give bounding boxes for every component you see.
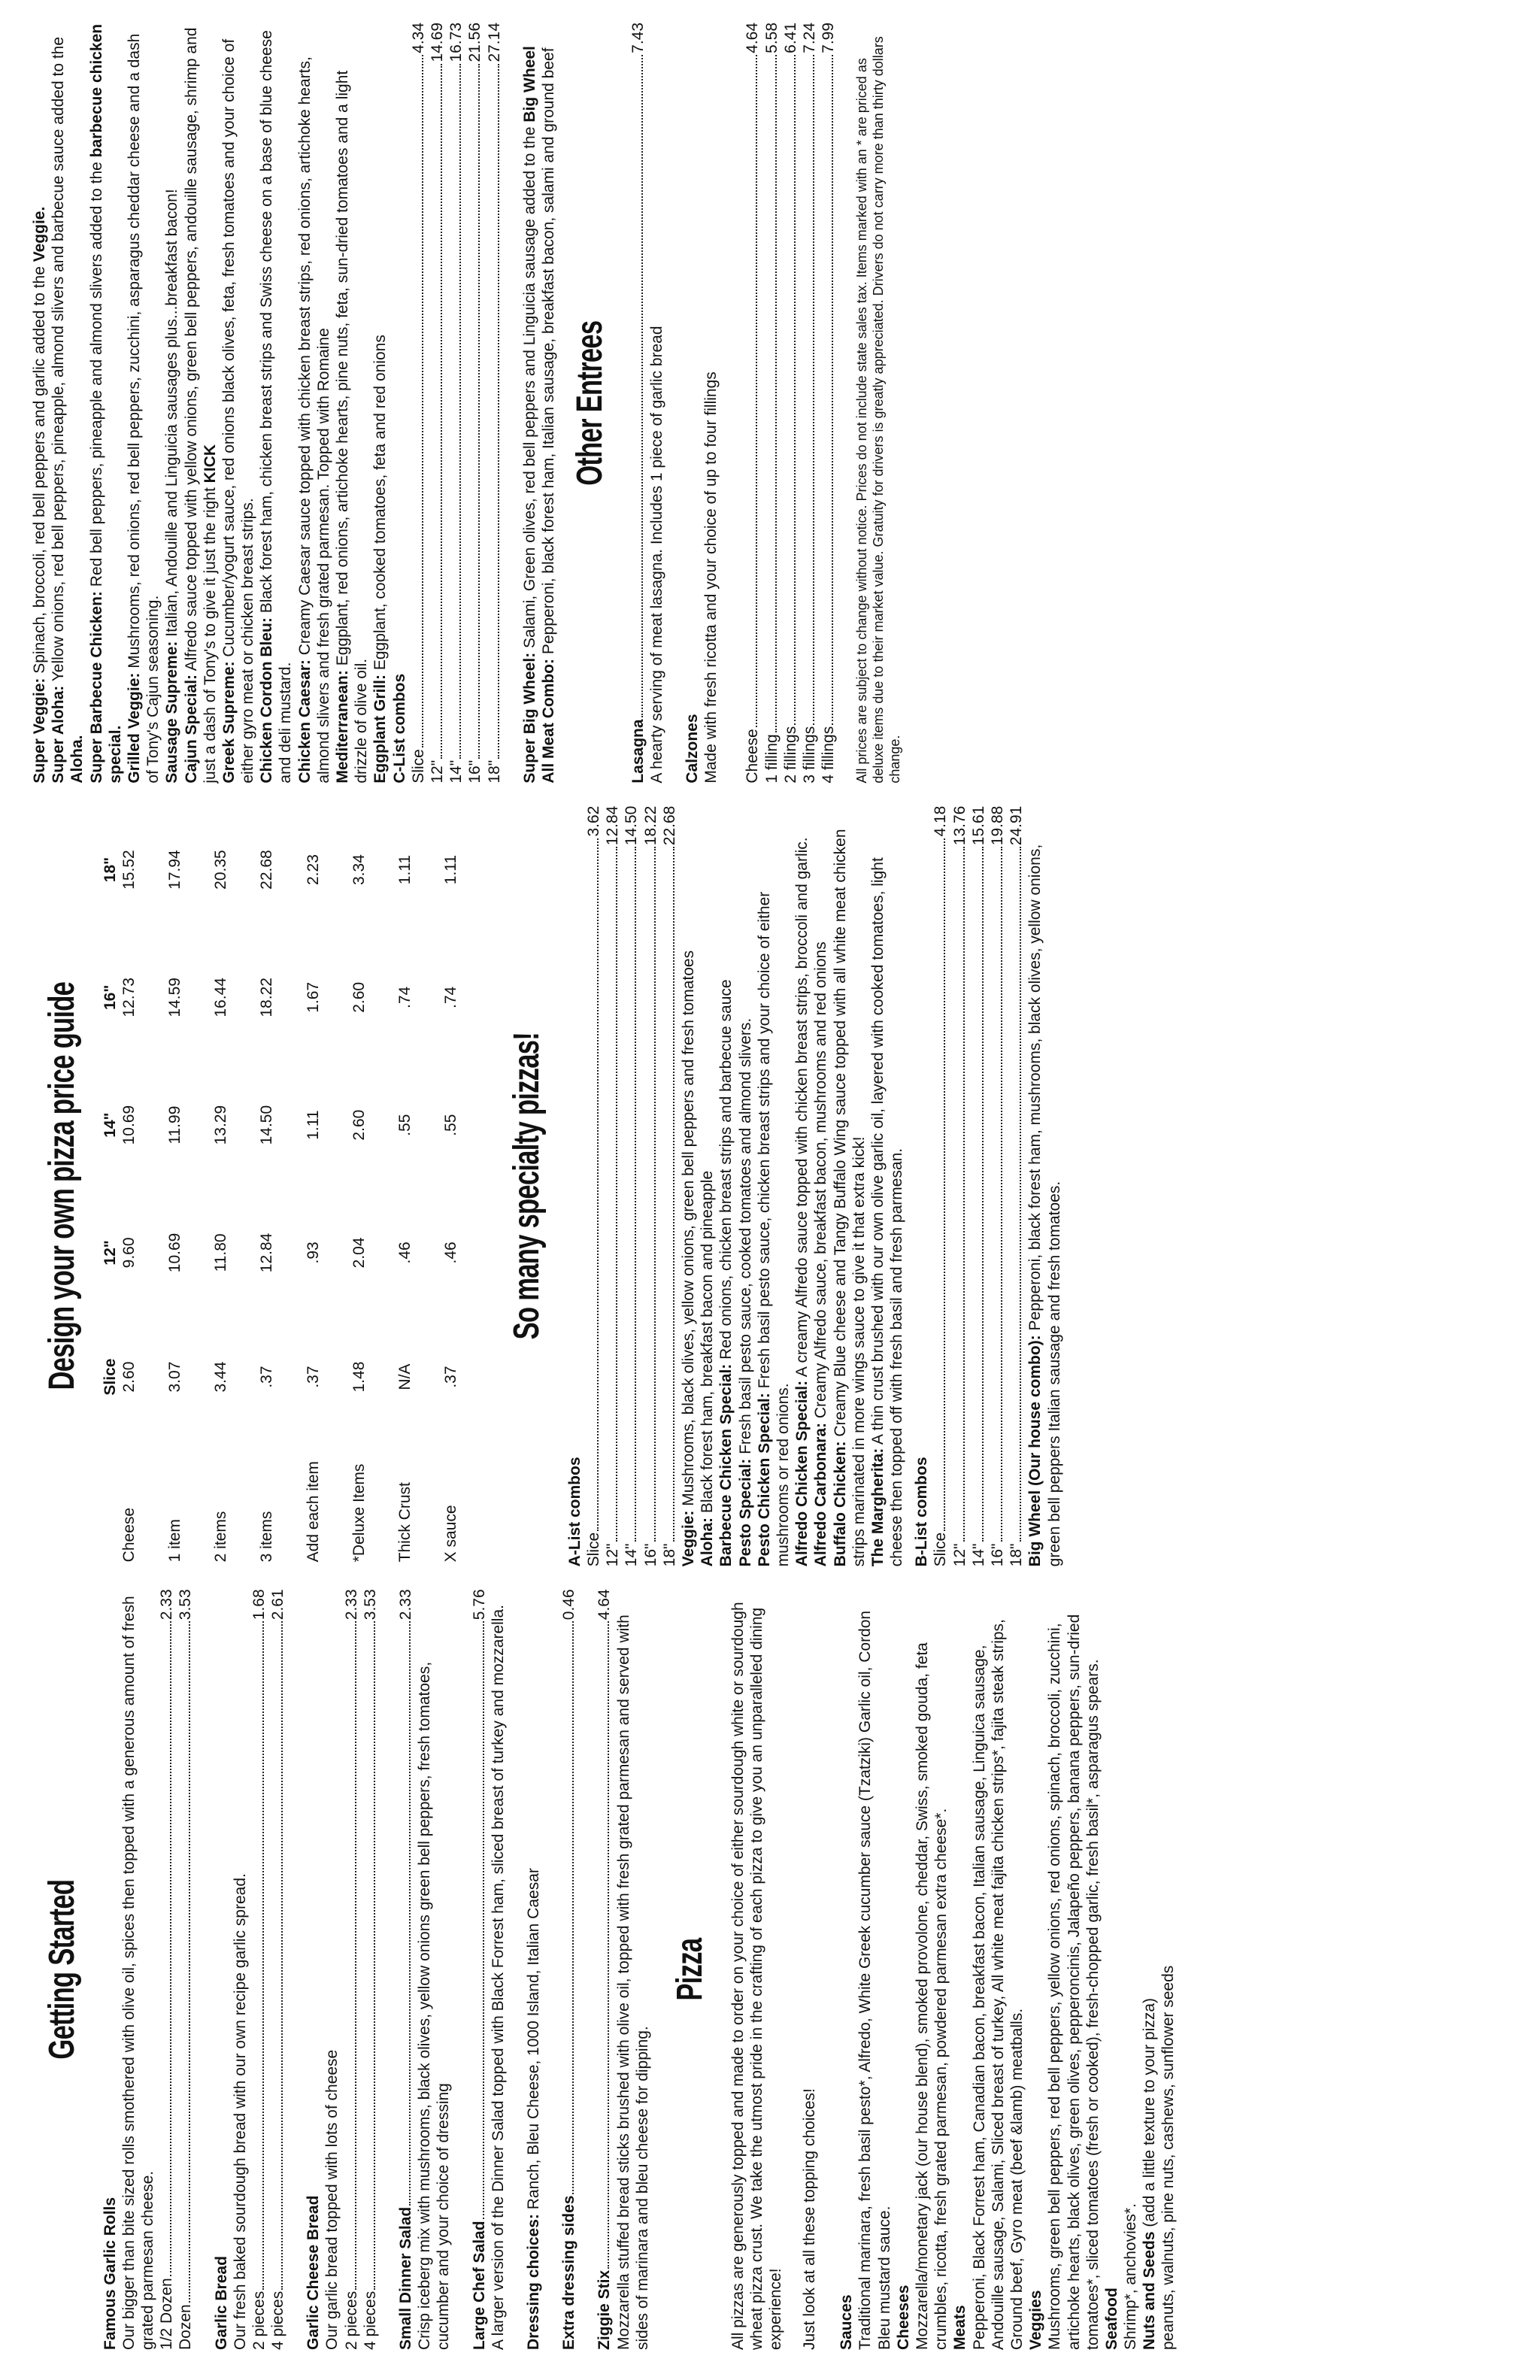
price-label: 4 fillings [820,726,838,784]
table-cell: .37 [258,1366,276,1388]
item-title: Small Dinner Salad [397,2206,415,2350]
table-cell: Add each item [304,1461,322,1563]
item-title: Veggie: [680,1510,697,1567]
footer-note: All prices are subject to change without notice. Prices do not include state sales tax. Items marked with an * are priced as deluxe items due to their market value. Gratuity for drivers is greatly appreciated. Drivers do not carry more than thirty dollars change. [854,36,902,784]
specialty-item [257,23,295,784]
seafood-title: Seafood [1102,2288,1120,2350]
item-desc: Creamy Blue cheese and Tangy Buffalo Wing sauce topped with all white meat chicken strips marinated in more wings sauce to give it that extra kick! [831,829,868,1567]
item-desc: Mushrooms, red onions, red bell peppers, zucchini, asparagus cheddar cheese and a dash of Tony's Cajun seasoning. [125,33,162,784]
price-row [342,1589,361,2350]
price-value: 4.64 [596,1589,614,1621]
specialty-item [539,23,558,784]
veggies-text: Mushrooms, green bell peppers, red bell peppers, yellow onions, red onions, spinach, broccoli, zucchini, artichoke hearts, black olives, green olives, pepperoncinis, Jalapeño peppers, banana peppers, sun-dried tomatoes*, sliced tomatoes (fresh or cooked), fresh-chopped garlic, fresh basil*, asparagus spears. [1046,1614,1102,2350]
table-cell: 11.99 [165,1105,183,1145]
specialty-item [371,23,390,784]
table-cell: 13.29 [212,1105,230,1145]
b-list-prices [931,806,1026,1567]
price-value: 2.33 [158,1589,176,1621]
nuts-note: (add a little texture to your pizza) [1141,1997,1159,2227]
table-row [257,806,303,1567]
item-desc: A thin crust brushed with our own olive garlic oil, layered with cooked tomatoes, light cheese then topped off with fresh basil and fresh parmesan. [869,857,906,1567]
c-list-prices [409,23,504,784]
item-desc: Black forest ham, breakfast bacon and pineapple [699,1170,717,1514]
table-cell: N/A [396,1363,414,1390]
specialty-item [755,806,793,1567]
item-title: Lasagna [629,719,647,784]
price-label: 12" [950,1543,969,1567]
price-guide-header-row [101,806,120,1567]
price-value: 19.88 [989,805,1006,846]
design-heading: Design your own pizza price guide [42,982,82,1390]
item-desc: Fresh basil pesto sauce, chicken breast strips and your choice of either mushrooms or red onions. [755,891,792,1567]
seafood-text: Shrimp*, anchovies*. [1122,2203,1140,2350]
item-title: Eggplant Grill: [371,674,390,784]
item-title: Ziggie Stix [596,2269,614,2350]
price-label: 18" [485,759,503,784]
item-desc: Fresh basil pesto sauce, cooked tomatoes and almond slivers. [736,1017,754,1454]
item-desc: Crisp iceberg mix with mushrooms, black olives, yellow onions green bell peppers, fresh tomatoes, cucumber and your choice of dressing [416,1661,453,2350]
item-desc: Made with fresh ricotta and your choice of up to four fillings [702,371,720,784]
price-row [361,1589,380,2350]
meats-text: Pepperoni, Black Forrest ham, Canadian bacon, breakfast bacon, Italian sausage, Linguica sausage, Andouille sausage, Salami, Sliced breast of turkey, All white meat fajita chicken strips*, fajita steak strips, Ground beef, Gyro meat (beef &lamb) meatballs. [970,1619,1026,2350]
item-title: Super Barbecue Chicken: [87,591,105,784]
table-cell: *Deluxe Items [350,1463,368,1563]
table-cell: 14.50 [258,1105,276,1145]
price-row [988,806,1007,1567]
price-label: 2 fillings [781,726,799,784]
price-label: 2 pieces [342,2291,360,2350]
item-desc: Red bell peppers, pineapple and almond slivers added to the [87,157,105,587]
price-row [595,1589,614,2350]
item-desc: Creamy Alfredo sauce, breakfast bacon, mushrooms and red onions [812,941,830,1419]
price-value: 27.14 [485,22,503,62]
specialty-item [811,806,830,1567]
price-row [743,23,762,784]
price-row [157,1589,176,2350]
item-title: Aloha: [699,1517,717,1567]
price-value: 5.58 [762,22,781,53]
other-entrees-heading: Other Entrees [570,320,611,486]
lasagna-item [629,23,666,784]
specialty-item [333,23,371,784]
dressing-text: Ranch, Bleu Cheese, 1000 Island, Italian Caesar [524,1868,542,2210]
extra-dressing-item [559,1589,578,2350]
item-title: Famous Garlic Rolls [101,2197,119,2350]
price-row [603,806,622,1567]
table-cell: 1.11 [304,1110,322,1140]
item-title: Sausage Supreme: [163,641,181,784]
price-row [969,806,988,1567]
table-cell: 3 items [258,1511,276,1563]
specialty-item [520,23,539,784]
item-desc: Our garlic bread topped with lots of cheese [323,2049,341,2350]
table-header: 14" [101,1112,119,1138]
table-row [120,806,165,1567]
item-desc-emphasis: Veggie. [31,206,48,262]
price-row [176,1589,195,2350]
pizza-toppings-lead: Just look at all these topping choices! [801,2088,819,2350]
table-cell: 2.60 [120,1361,138,1393]
item-title: Big Wheel (Our house combo): [1026,1335,1044,1567]
table-cell: Cheese [120,1507,138,1563]
specialty-item [679,806,698,1567]
price-label: 16" [466,759,484,784]
item-desc: Our bigger than bite sized rolls smothered with olive oil, spices then topped with a generous amount of fresh grated parmesan cheese. [120,1596,156,2350]
table-cell: .93 [304,1242,322,1264]
price-value: 7.43 [629,22,647,53]
table-header: Slice [101,1358,119,1396]
table-cell: 2.60 [350,981,368,1013]
item-desc: Mozzarella stuffed bread sticks brushed with olive oil, topped with fresh grated parmesan and served with sides of marinara and bleu cheese for dipping. [614,1614,651,2350]
price-row [470,1589,489,2350]
specialty-item [831,806,869,1567]
item-title: Super Big Wheel: [520,652,538,784]
price-value: 13.76 [950,805,969,846]
calzone-prices [743,23,838,784]
price-label: 3 fillings [800,726,818,784]
price-value: 21.56 [466,22,484,62]
price-label: 16" [989,1543,1006,1567]
specialty-item [296,23,333,784]
item-desc-emphasis: Big Wheel [520,46,538,123]
item-title: Chicken Cordon Bleu: [258,617,276,784]
price-row [250,1589,268,2350]
price-row [762,23,781,784]
table-cell: 9.60 [120,1237,138,1269]
item-desc: Eggplant, red onions, artichoke hearts, pine nuts, feta, sun-dried tomatoes and a light drizzle of olive oil. [334,70,371,784]
item-title: Grilled Veggie: [125,672,143,784]
table-cell: 22.68 [258,850,276,890]
price-value: 4.34 [409,22,427,53]
specialty-item [30,23,49,784]
item-desc: Creamy Caesar sauce topped with chicken breast strips, red onions, artichoke hearts, almond slivers and fresh grated parmesan. Topped with Romaine [296,56,332,784]
table-row [304,806,350,1567]
table-cell: 2 items [212,1511,230,1563]
cheeses-text: Mozzarella/monetary jack (our house blend), smoked provolone, cheddar, Swiss, smoked gouda, feta crumbles, ricotta, fresh grated parmesan, powdered parmesan extra cheese*. [914,1642,950,2350]
b-list-items [30,23,390,784]
garlic-rolls-item [101,1589,196,2350]
pizza-intro: All pizzas are generously topped and made to order on your choice of either sourdough white or sourdough wheat pizza crust. We take the utmost pride in the crafting of each pizza to give you an unparalleled dining experience! [729,1602,784,2350]
price-guide-body [120,806,488,1567]
table-row [165,806,211,1567]
price-value: 22.68 [660,805,678,846]
price-label: 4 pieces [269,2291,287,2350]
item-title: Pesto Special: [736,1458,754,1567]
c-list-title: C-List combos [390,673,408,784]
item-desc: Pepperoni, black forest ham, mushrooms, black olives, yellow onions, green bell peppers Italian sausage and fresh tomatoes. [1026,844,1063,1567]
item-desc: Mushrooms, black olives, yellow onions, green bell peppers and fresh tomatoes [680,950,697,1506]
item-title: Alfredo Chicken Special: [793,1380,811,1567]
specialty-item [87,23,125,784]
price-label: 16" [641,1543,659,1567]
price-value: 2.61 [269,1589,287,1621]
price-value: 14.69 [428,22,446,62]
price-value: 15.61 [969,805,987,846]
price-row [641,806,660,1567]
item-desc: A larger version of the Dinner Salad topped with Black Forrest ham, sliced breast of turkey and mozzarella. [489,1605,507,2350]
a-list-prices [584,806,679,1567]
item-title: Pesto Chicken Special: [755,1393,773,1567]
price-value: 2.33 [342,1589,360,1621]
specialty-item [869,806,906,1567]
table-cell: 18.22 [258,978,276,1017]
specialty-item [125,23,162,784]
item-desc: Yellow onions, red bell peppers, pineapple, almond slivers and barbecue sauce added to the [50,36,68,682]
price-row [800,23,819,784]
table-cell: 1 item [165,1519,183,1563]
item-title: Chicken Caesar: [296,659,314,784]
price-value: 3.53 [177,1589,195,1621]
table-cell: 11.80 [212,1233,230,1272]
price-value: 6.41 [781,22,799,53]
table-cell: 1.11 [396,854,414,885]
price-label: Slice [585,1532,603,1567]
specialty-item [49,23,86,784]
table-cell: 2.60 [350,1109,368,1141]
table-header: 18" [101,856,119,883]
table-cell: 1.48 [350,1361,368,1393]
price-value: 4.18 [932,805,950,837]
getting-started-heading: Getting Started [42,1879,82,2060]
specialty-item [698,806,717,1567]
table-cell: X sauce [442,1505,460,1563]
cheeses-title: Cheeses [894,2284,912,2350]
price-row [465,23,484,784]
column-specialty-continued [30,23,1525,784]
table-cell: 1.67 [304,981,322,1013]
table-cell: .37 [442,1366,460,1388]
garlic-bread-item [212,1589,288,2350]
item-desc: Eggplant, cooked tomatoes, feta and red onions [371,335,390,671]
dressing-label: Dressing choices: [524,2214,542,2350]
item-title: Large Chef Salad [470,2221,488,2350]
item-desc-emphasis: KICK [201,444,219,484]
price-row [396,1589,415,2350]
table-cell: .46 [442,1242,460,1264]
table-cell: 14.59 [165,978,183,1017]
price-value: 1.68 [250,1589,268,1621]
price-label: 18" [1008,1543,1026,1567]
price-label: Cheese [744,729,762,784]
price-row [559,1589,578,2350]
table-cell: 20.35 [212,850,230,890]
price-row [931,806,950,1567]
price-label: 12" [604,1543,622,1567]
table-header [101,1437,120,1566]
table-header: 12" [101,1240,119,1266]
table-cell: 3.07 [165,1361,183,1393]
item-desc: Cucumber/yogurt sauce, red onions black olives, feta, fresh tomatoes and your choice of either gyro meat or chicken breast strips. [220,38,257,784]
item-title: Garlic Bread [212,2256,230,2350]
table-cell: .74 [396,986,414,1008]
specialty-item [793,806,811,1567]
item-title: The Margherita: [869,1448,887,1567]
price-value: 0.46 [560,1589,578,1621]
price-row [819,23,838,784]
specialty-item [736,806,755,1567]
table-cell: 17.94 [165,850,183,890]
table-cell: .37 [304,1366,322,1388]
specialty-item [717,806,735,1567]
table-cell: 2.23 [304,854,322,885]
price-row [660,806,679,1567]
garlic-cheese-bread-item [304,1589,380,2350]
price-label: 1/2 Dozen [158,2278,176,2350]
item-title: Barbecue Chicken Special: [717,1363,735,1567]
price-row [1007,806,1026,1567]
table-row [211,806,257,1567]
price-label: 1 filling [762,734,781,784]
item-desc: Spinach, broccoli, red bell peppers and garlic added to the [31,262,48,674]
a-list-title: A-List combos [565,1457,584,1567]
column-getting-started [30,1589,1525,2350]
table-cell: 10.69 [120,1105,138,1145]
table-cell: 3.44 [212,1361,230,1393]
price-label: 18" [660,1543,678,1567]
item-desc: A hearty serving of meat lasagna. Includes 1 piece of garlic bread [647,326,665,784]
item-title: Cajun Special: [182,674,200,784]
price-value: 4.64 [744,22,762,53]
small-salad-item [396,1589,453,2350]
price-label: 14" [969,1543,987,1567]
price-label: 2 pieces [250,2291,268,2350]
price-value: 18.22 [641,805,659,846]
price-row [950,806,969,1567]
price-value: 12.84 [604,805,622,846]
price-value: 5.76 [470,1589,488,1621]
price-label: 14" [623,1543,641,1567]
b-list-title: B-List combos [913,1457,931,1567]
nuts-text: peanuts, walnuts, pine nuts, cashews, sunflower seeds [1160,1965,1178,2350]
item-title: Alfredo Carbonara: [812,1422,830,1567]
price-row [781,23,800,784]
item-desc: Our fresh baked sourdough bread with our own recipe garlic spread. [231,1873,249,2350]
item-desc: Red onions, chicken breast strips and barbecue sauce [717,979,735,1360]
ziggie-stix-item [595,1589,652,2350]
price-row [622,806,641,1567]
table-cell: 1.11 [442,854,460,885]
item-desc: Italian, Andouille and Linguicia sausages plus...breakfast bacon! [163,189,181,637]
sauces-title: Sauces [838,2294,856,2350]
price-label: 14" [447,759,465,784]
table-cell: Thick Crust [396,1482,414,1563]
veggies-title: Veggies [1027,2290,1045,2350]
price-value: 7.99 [820,22,838,53]
price-row [629,23,647,784]
item-desc-emphasis: Aloha. [68,735,86,784]
price-label: 12" [428,759,446,784]
table-cell: 2.04 [350,1237,368,1269]
table-cell: .74 [442,986,460,1008]
sauces-text: Traditional marinara, fresh basil pesto*, Alfredo, White Greek cucumber sauce (Tzatziki) Garlic oil, Cordon Bleu mustard sauce. [856,1610,893,2350]
price-value: 7.24 [800,22,818,53]
price-value: 2.33 [397,1589,415,1621]
item-title: Garlic Cheese Bread [305,2195,323,2350]
table-cell: 12.84 [258,1232,276,1273]
item-title: Super Veggie: [31,678,48,784]
table-header: 16" [101,984,119,1011]
price-label: Slice [932,1532,950,1567]
price-row [428,23,447,784]
price-row [409,23,428,784]
price-value: 16.73 [447,22,465,62]
c-list-items [520,23,558,784]
pizza-heading: Pizza [669,1938,710,2001]
item-title: Buffalo Chicken: [831,1441,849,1567]
price-value: 3.62 [585,805,603,837]
big-wheel-item [1026,806,1063,1567]
price-label: Dozen [177,2304,195,2350]
item-desc: Black forest ham, chicken breast strips and Swiss cheese on a base of blue cheese and deli mustard. [258,30,295,784]
meats-title: Meats [951,2305,969,2350]
chef-salad-item [470,1589,508,2350]
table-row [396,806,441,1567]
specialty-item [220,23,257,784]
table-cell: 16.44 [212,978,230,1017]
item-desc: Salami, Green olives, red bell peppers and Linguicia sausage added to the [520,122,538,648]
calzones-item [683,23,838,784]
specialty-item [162,23,181,784]
item-title: Mediterranean: [334,670,351,784]
price-row [447,23,465,784]
nuts-title: Nuts and Seeds [1141,2231,1159,2350]
item-title: Calzones [684,714,702,784]
table-cell: 15.52 [120,850,138,890]
specialty-heading: So many specialty pizzas! [507,1032,547,1340]
price-label: 4 pieces [361,2291,379,2350]
item-title: Extra dressing sides [560,2195,578,2350]
column-design-your-own [30,806,1525,1567]
table-row [350,806,396,1567]
price-row [485,23,504,784]
dressing-choices [524,1589,543,2350]
specialty-item [182,23,220,784]
item-desc-emphasis: barbecue chicken special. [87,23,124,784]
a-list-items [679,806,906,1567]
price-label: Slice [409,749,427,784]
item-desc: A creamy Alfredo sauce topped with chicken breast strips, broccoli and garlic. [793,837,811,1378]
price-value: 3.53 [361,1589,379,1621]
table-cell: .55 [396,1114,414,1136]
item-desc: Alfredo sauce topped with yellow onions, green bell peppers, andouille sausage, shrimp and just a dash of Tony's to give it just the right [182,27,219,784]
price-row [584,806,603,1567]
table-cell: 12.73 [120,978,138,1017]
price-guide-table [101,806,488,1567]
item-title: All Meat Combo: [539,658,557,784]
table-cell: 10.69 [165,1232,183,1273]
item-title: Super Aloha: [50,685,68,784]
item-desc: Pepperoni, black forest ham, Italian sausage, breakfast bacon, salami and ground beef [539,47,557,655]
table-cell: .55 [442,1114,460,1136]
table-row [441,806,487,1567]
price-row [268,1589,287,2350]
table-cell: 3.34 [350,854,368,885]
price-value: 24.91 [1008,805,1026,846]
price-value: 14.50 [623,805,641,846]
table-cell: .46 [396,1242,414,1264]
item-title: Greek Supreme: [220,661,238,784]
